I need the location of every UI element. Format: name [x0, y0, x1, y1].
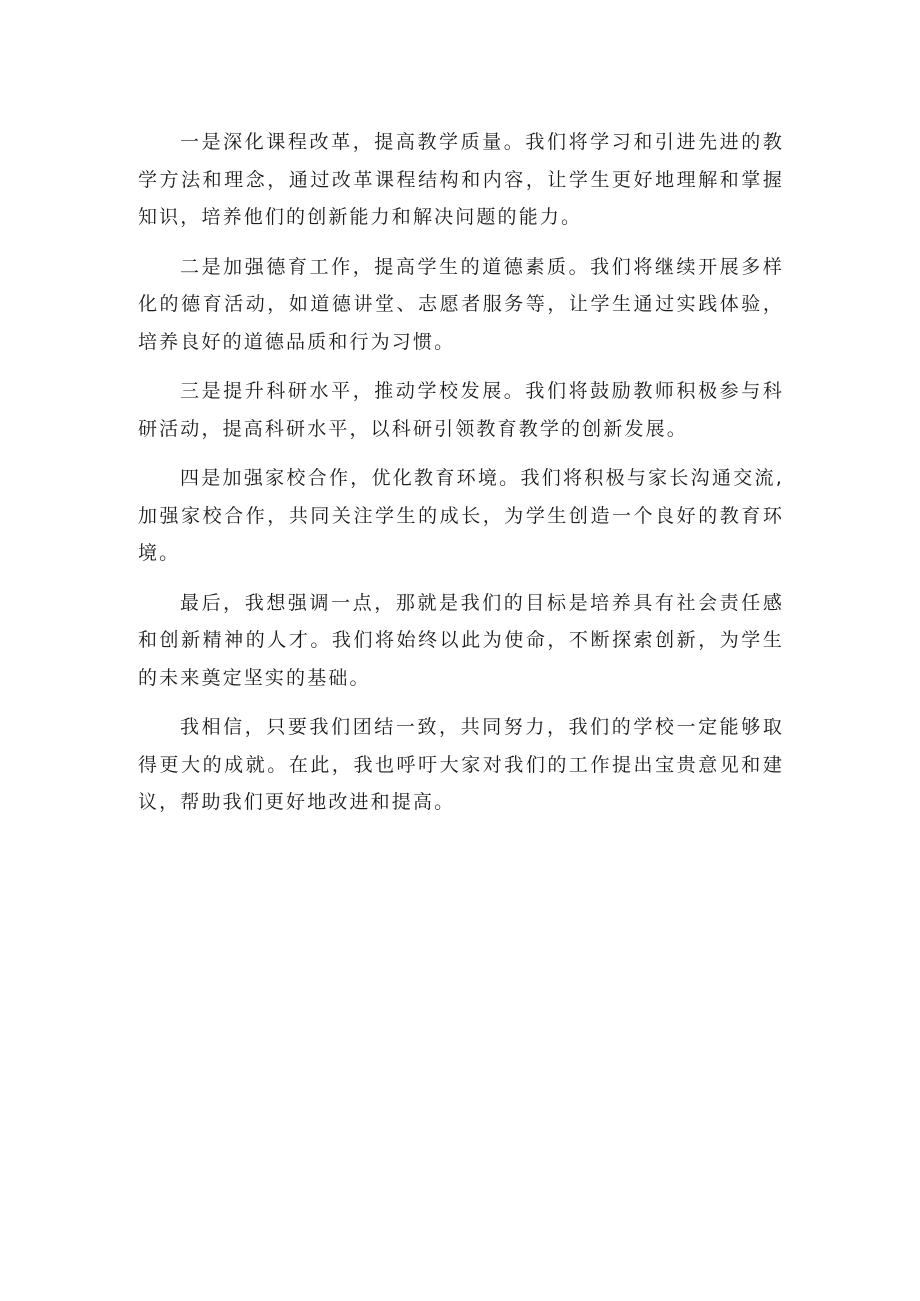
paragraph-goal: 最后，我想强调一点，那就是我们的目标是培养具有社会责任感和创新精神的人才。我们将始终以此为使命，不断探索创新，为学生的未来奠定坚实的基础。 — [138, 591, 784, 689]
paragraph-home-school: 四是加强家校合作，优化教育环境。我们将积极与家长沟通交流,加强家校合作，共同关注学生的成长，为学生创造一个良好的教育环境。 — [138, 467, 784, 564]
document-body — [138, 124, 784, 834]
paragraph-research: 三是提升科研水平，推动学校发展。我们将鼓励教师积极参与科研活动，提高科研水平，以科研引领教育教学的创新发展。 — [138, 380, 784, 440]
paragraph-moral-education: 二是加强德育工作，提高学生的道德素质。我们将继续开展多样化的德育活动，如道德讲堂、志愿者服务等，让学生通过实践体验，培养良好的道德品质和行为习惯。 — [138, 255, 784, 353]
paragraph-curriculum-reform: 一是深化课程改革，提高教学质量。我们将学习和引进先进的教学方法和理念，通过改革课程结构和内容，让学生更好地理解和掌握知识，培养他们的创新能力和解决问题的能力。 — [138, 131, 784, 228]
paragraph-closing: 我相信，只要我们团结一致，共同努力，我们的学校一定能够取得更大的成就。在此，我也呼吁大家对我们的工作提出宝贵意见和建议，帮助我们更好地改进和提高。 — [138, 716, 784, 813]
